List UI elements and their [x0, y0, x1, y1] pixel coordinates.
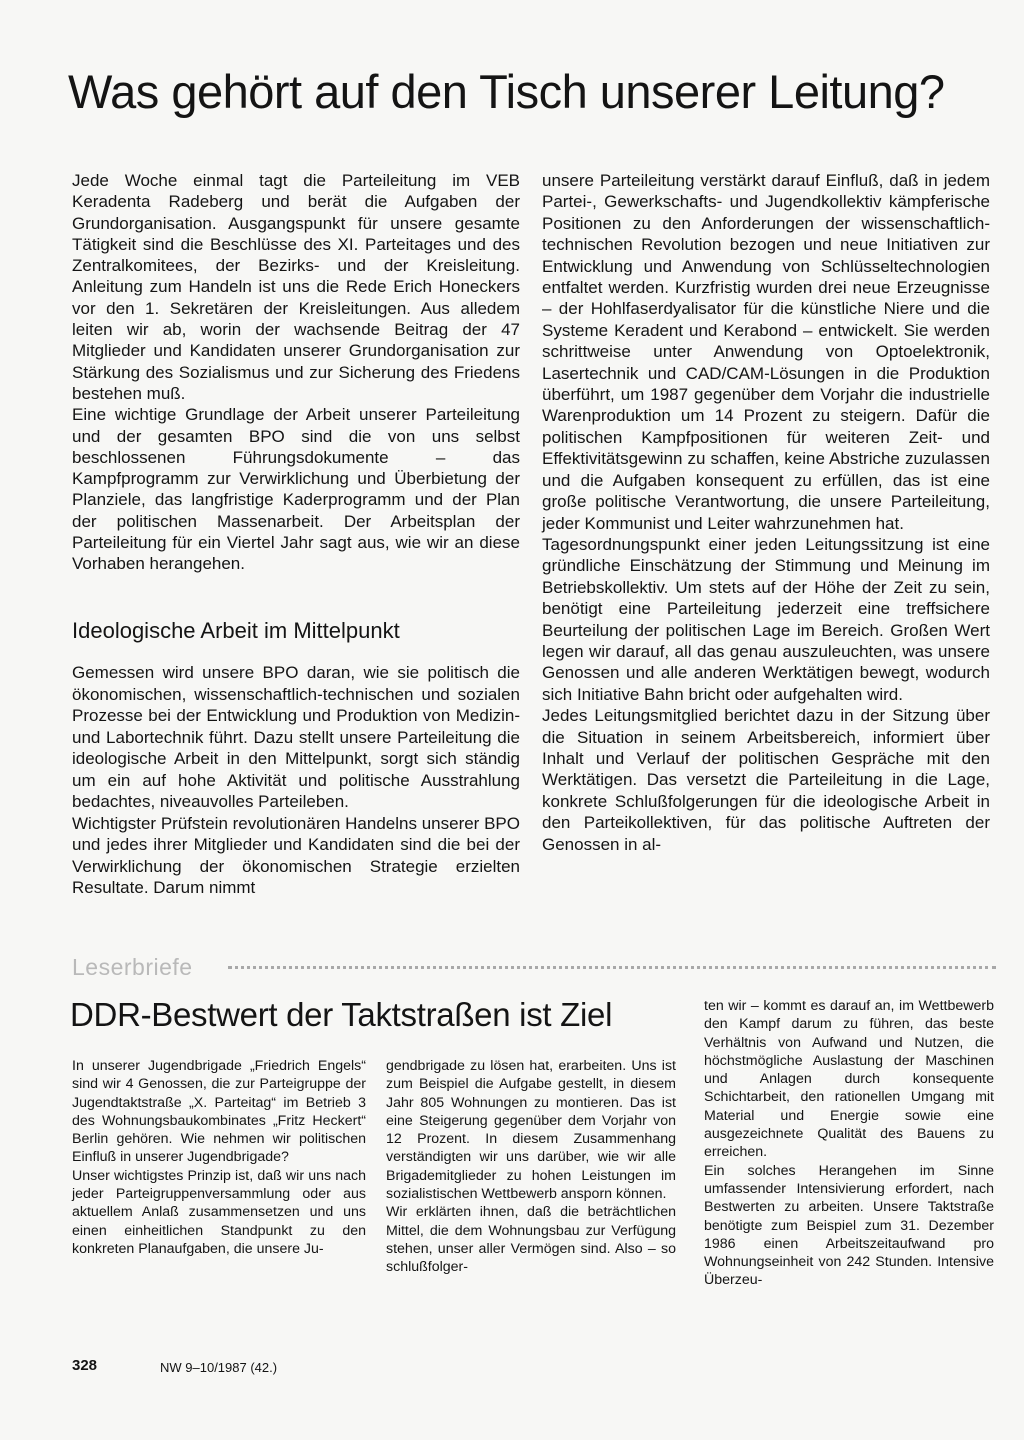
letter-title: DDR-Bestwert der Taktstraßen ist Ziel	[70, 996, 613, 1033]
letter-column-3	[704, 997, 994, 1290]
letter-paragraph: In unserer Jugendbrigade „Friedrich Engels“ sind wir 4 Genossen, die zur Parteigruppe der Jugendtaktstraße „X. Parteitag“ im Betrieb 3 des Wohnungsbaukombinates „Fritz Heckert“ Berlin gehören. Wie nehmen wir politischen Einfluß in unserer Jugendbrigade?	[72, 1058, 366, 1166]
letter-column-2	[386, 1057, 676, 1277]
page-number: 328	[72, 1357, 98, 1374]
article-paragraph: Wichtigster Prüfstein revolutionären Handelns unserer BPO und jedes ihrer Mitglieder und Kandidaten sind die bei der Verwirklichung der ökonomischen Strategie erzielten Resultate. Darum nimmt	[72, 813, 520, 897]
article-column-2	[542, 170, 990, 855]
section-label-leserbriefe: Leserbriefe	[72, 954, 193, 980]
article-paragraph: unsere Parteileitung verstärkt darauf Einfluß, daß in jedem Partei-, Gewerkschafts- und Jugendkollektiv kämpferische Positionen zu den Anforderungen der wissenschaftlich-technischen Revolution bezogen und neue Initiativen zur Entwicklung und Anwendung von Schlüsseltechnologien entfaltet werden. Kurzfristig wurden drei neue Erzeugnisse – der Hohlfaserdyalisator für die künstliche Niere und die Systeme Keradent und Kerabond – entwickelt. Sie werden schrittweise unter Anwendung von Optoelektronik, Lasertechnik und CAD/CAM-Lösungen in die Produktion überführt, um 1987 gegenüber dem Vorjahr die industrielle Warenproduktion um 14 Prozent zu steigern. Dafür die politischen Kampfpositionen für weiteren Zeit- und Effektivitätsgewinn zu schaffen, keine Abstriche zuzulassen und die Aufgaben konsequent zu erfüllen, das ist eine große politische Verantwortung, die unsere Parteileitung, jeder Kommunist und Leiter wahrzunehmen hat.	[542, 171, 990, 533]
article-title: Was gehört auf den Tisch unserer Leitung?	[68, 65, 945, 118]
article-paragraph: Tagesordnungspunkt einer jeden Leitungssitzung ist eine gründliche Einschätzung der Stimmung und Meinung im Betriebskollektiv. Um stets auf der Höhe der Zeit zu sein, benötigt eine Parteileitung jederzeit eine treffsichere Beurteilung der politischen Lage im Bereich. Großen Wert legen wir darauf, all das genau auszuleuchten, was unsere Genossen und alle anderen Werktätigen bewegt, wodurch sich Initiative Bahn bricht oder aufgehalten wird.	[542, 534, 990, 704]
article-column-1-continued	[72, 662, 520, 899]
letter-paragraph: gendbrigade zu lösen hat, erarbeiten. Uns ist zum Beispiel die Aufgabe gestellt, in diesem Jahr 805 Wohnungen zu montieren. Das ist eine Steigerung gegenüber dem Vorjahr von 12 Prozent. In diesem Zusammenhang verständigten wir uns darüber, wie wir alle Brigademitglieder zu hohen Leistungen im sozialistischen Wettbewerb ansporn können.	[386, 1058, 676, 1203]
letter-paragraph: Ein solches Herangehen im Sinne umfassender Intensivierung erfordert, nach Bestwerten zu arbeiten. Unsere Taktstraße benötigte zum Beispiel zum 31. Dezember 1986 einen Arbeitszeitaufwand pro Wohnungseinheit von 242 Stunden. Intensive Überzeu-	[704, 1162, 994, 1289]
article-subheading: Ideologische Arbeit im Mittelpunkt	[72, 618, 400, 643]
article-paragraph: Jedes Leitungsmitglied berichtet dazu in der Sitzung über die Situation in seinem Arbeitsbereich, informiert über Inhalt und Verlauf der politischen Gespräche mit den Werktätigen. Das versetzt die Parteileitung in die Lage, konkrete Schlußfolgerungen für die ideologische Arbeit in den Parteikollektiven, für das politische Auftreten der Genossen in al-	[542, 706, 990, 854]
letter-column-1	[72, 1057, 366, 1258]
issue-reference: NW 9–10/1987 (42.)	[160, 1360, 278, 1375]
letter-paragraph: Wir erklärten ihnen, daß die beträchtlichen Mittel, die dem Wohnungsbau zur Verfügung stehen, unser aller Vermögen sind. Also – so schlußfolger-	[386, 1204, 676, 1276]
article-paragraph: Gemessen wird unsere BPO daran, wie sie politisch die ökonomischen, wissenschaftlich-technischen und sozialen Prozesse bei der Entwicklung und Produktion von Medizin- und Labortechnik führt. Dazu stellt unsere Parteileitung die ideologische Arbeit in den Mittelpunkt, sorgt sich ständig um ein auf hohe Aktivität und politische Ausstrahlung bedachtes, niveauvolles Parteileben.	[72, 663, 520, 811]
article-paragraph: Jede Woche einmal tagt die Parteileitung im VEB Keradenta Radeberg und berät die Aufgaben der Grundorganisation. Ausgangspunkt für unsere gesamte Tätigkeit sind die Beschlüsse des XI. Parteitages und des Zentralkomitees, der Bezirks- und der Kreisleitung. Anleitung zum Handeln ist uns die Rede Erich Honeckers vor den 1. Sekretären der Kreisleitungen. Aus alledem leiten wir ab, worin der wachsende Beitrag der 47 Mitglieder und Kandidaten unserer Grundorganisation zur Stärkung des Sozialismus und zur Sicherung des Friedens bestehen muß.	[72, 171, 520, 403]
letter-paragraph: Unser wichtigstes Prinzip ist, daß wir uns nach jeder Parteigruppenversammlung oder aus aktuellem Anlaß zusammensetzen und uns einen einheitlichen Standpunkt zu den konkreten Planaufgaben, die unsere Ju-	[72, 1167, 366, 1257]
article-column-1	[72, 170, 520, 575]
section-divider	[228, 966, 996, 969]
article-paragraph: Eine wichtige Grundlage der Arbeit unserer Parteileitung und der gesamten BPO sind die von uns selbst beschlossenen Führungsdokumente – das Kampfprogramm zur Verwirklichung und Überbietung der Planziele, das langfristige Kaderprogramm und der Plan der politischen Massenarbeit. Der Arbeitsplan der Parteileitung für ein Viertel Jahr sagt aus, wie wir an diese Vorhaben herangehen.	[72, 405, 520, 574]
letter-paragraph: ten wir – kommt es darauf an, im Wettbewerb den Kampf darum zu führen, das beste Verhältnis von Aufwand und Nutzen, die höchstmögliche Auslastung der Maschinen und Anlagen durch konsequente Schichtarbeit, den rationellen Umgang mit Material und Energie sowie eine ausgezeichnete Qualität des Bauens zu erreichen.	[704, 998, 994, 1161]
